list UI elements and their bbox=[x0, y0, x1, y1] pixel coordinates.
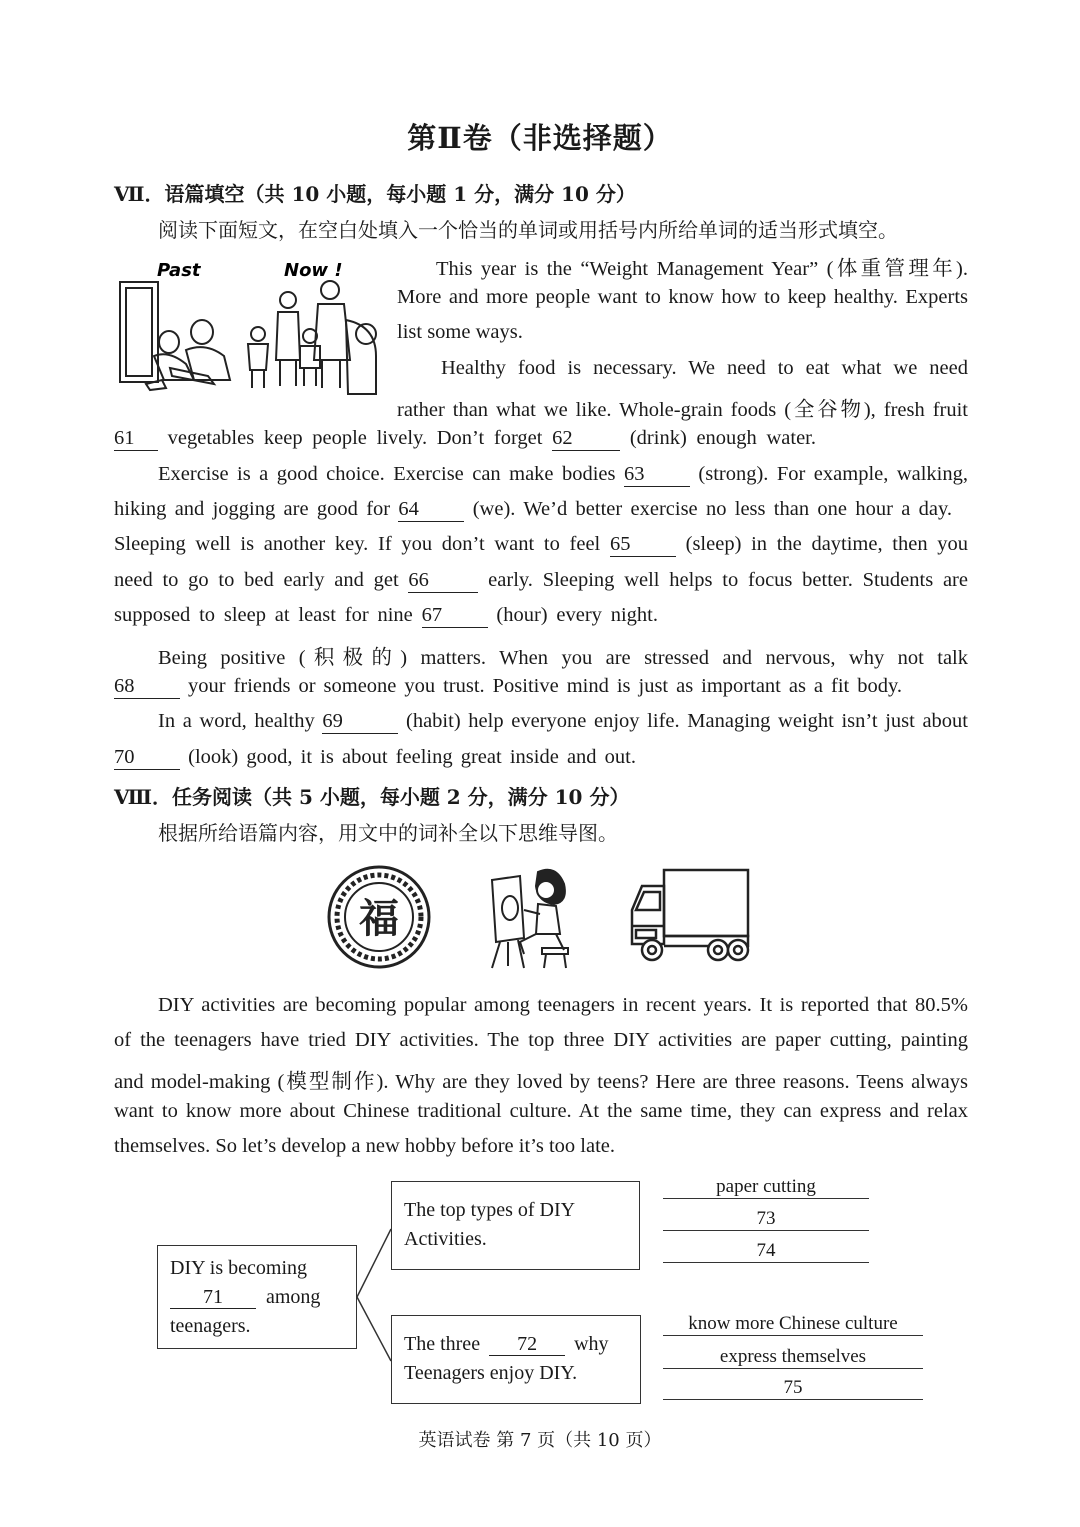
passage7-line-5: rather than what we like. Whole-grain foods (全谷物), fresh fruit bbox=[397, 399, 968, 421]
section-8-heading: Ⅷ．任务阅读（共 5 小题，每小题 2 分，满分 10 分） bbox=[114, 785, 630, 809]
mindmap-bottom-box: The three 72 why Teenagers enjoy DIY. bbox=[391, 1315, 641, 1404]
blank-70[interactable]: 70 bbox=[114, 747, 180, 770]
blank-63[interactable]: 63 bbox=[624, 464, 690, 487]
blank-66[interactable]: 66 bbox=[408, 570, 478, 593]
seal-character: 福 bbox=[359, 895, 399, 942]
painting-illustration bbox=[484, 862, 578, 970]
blank-68[interactable]: 68 bbox=[114, 676, 180, 699]
page-footer: 英语试卷 第 7 页（共 10 页） bbox=[418, 1430, 662, 1451]
pic-now-label: Now ! bbox=[284, 260, 343, 281]
section-8-instruction: 根据所给语篇内容，用文中的词补全以下思维导图。 bbox=[158, 821, 618, 845]
blank-69[interactable]: 69 bbox=[322, 711, 398, 734]
blank-62[interactable]: 62 bbox=[552, 428, 620, 451]
passage7-line-7: Exercise is a good choice. Exercise can make bodies 63 (strong). For example, walking, bbox=[158, 463, 968, 485]
passage7-line-9: Sleeping well is another key. If you don’t want to feel 65 (sleep) in the daytime, then you bbox=[114, 533, 969, 555]
mindmap-top-box: The top types of DIY Activities. bbox=[391, 1181, 640, 1270]
blank-71[interactable]: 71 bbox=[170, 1287, 256, 1309]
answer-line-73[interactable]: 73 bbox=[663, 1208, 869, 1231]
mindmap-connectors bbox=[355, 1225, 395, 1365]
blank-67[interactable]: 67 bbox=[422, 605, 488, 628]
passage7-line-6: 61 vegetables keep people lively. Don’t forget 62 (drink) enough water. bbox=[114, 427, 816, 449]
past-now-illustration bbox=[114, 256, 384, 402]
passage7-line-8: hiking and jogging are good for 64 (we). We’d better exercise no less than one hour a day. bbox=[114, 498, 952, 520]
section-7-heading: Ⅶ．语篇填空（共 10 小题，每小题 1 分，满分 10 分） bbox=[114, 182, 636, 206]
passage7-line-11: supposed to sleep at least for nine 67 (hour) every night. bbox=[114, 604, 658, 626]
paper-cutting-illustration bbox=[326, 864, 432, 970]
passage7-line-3: list some ways. bbox=[397, 321, 523, 343]
section-7-instruction: 阅读下面短文，在空白处填入一个恰当的单词或用括号内所给单词的适当形式填空。 bbox=[158, 218, 898, 242]
passage7-line-2: More and more people want to know how to keep healthy. Experts bbox=[397, 286, 968, 308]
passage7-line-15: 70 (look) good, it is about feeling great inside and out. bbox=[114, 746, 636, 768]
answer-line-74[interactable]: 74 bbox=[663, 1240, 869, 1263]
passage7-line-10: need to go to bed early and get 66 early. Sleeping well helps to focus better. Students are bbox=[114, 569, 968, 591]
blank-72[interactable]: 72 bbox=[489, 1334, 565, 1356]
passage8-line-1: DIY activities are becoming popular among teenagers in recent years. It is reported that 80.5% bbox=[158, 994, 968, 1016]
passage8-line-5: themselves. So let’s develop a new hobby before it’s too late. bbox=[114, 1135, 615, 1157]
answer-line-know-more: know more Chinese culture bbox=[663, 1313, 923, 1336]
passage7-line-13: 68 your friends or someone you trust. Positive mind is just as important as a fit body. bbox=[114, 675, 902, 697]
passage7-line-4: Healthy food is necessary. We need to eat what we need bbox=[441, 357, 968, 379]
passage8-line-4: want to know more about Chinese traditional culture. At the same time, they can express and relax bbox=[114, 1100, 968, 1122]
blank-61[interactable]: 61 bbox=[114, 428, 158, 451]
passage7-line-14: In a word, healthy 69 (habit) help everyone enjoy life. Managing weight isn’t just about bbox=[158, 710, 969, 732]
blank-65[interactable]: 65 bbox=[610, 534, 676, 557]
mindmap-left-box: DIY is becoming 71 among teenagers. bbox=[157, 1245, 357, 1349]
passage8-line-2: of the teenagers have tried DIY activities. The top three DIY activities are paper cutting, painting bbox=[114, 1029, 968, 1051]
pic-past-label: Past bbox=[157, 260, 201, 281]
blank-64[interactable]: 64 bbox=[398, 499, 464, 522]
passage7-line-12: Being positive (积极的) matters. When you are stressed and nervous, why not talk bbox=[158, 647, 968, 669]
passage8-line-3: and model-making (模型制作). Why are they loved by teens? Here are three reasons. Teens always bbox=[114, 1071, 968, 1093]
answer-line-75[interactable]: 75 bbox=[663, 1377, 923, 1400]
page-title: 第Ⅱ卷（非选择题） bbox=[407, 121, 673, 155]
answer-line-paper-cutting: paper cutting bbox=[663, 1176, 869, 1199]
model-making-truck-illustration bbox=[628, 866, 752, 966]
answer-line-express: express themselves bbox=[663, 1346, 923, 1369]
passage7-line-1: This year is the “Weight Management Year” (体重管理年). bbox=[436, 258, 968, 280]
